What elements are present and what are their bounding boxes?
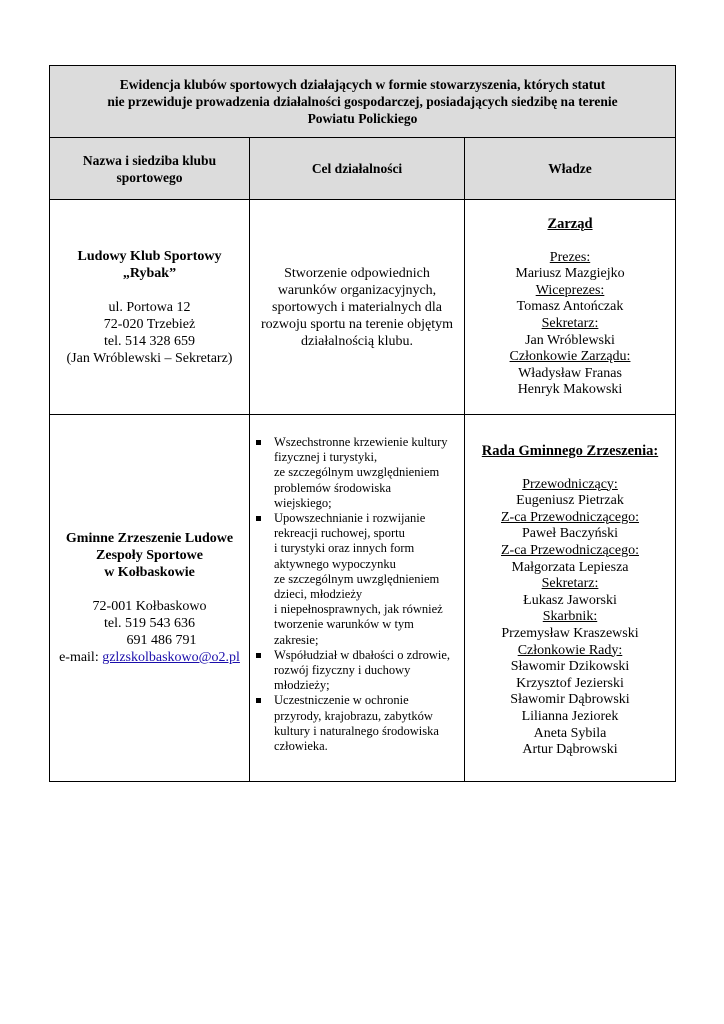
club-phone: tel. 519 543 636	[104, 616, 195, 631]
board-cell	[465, 200, 676, 415]
club-name: Zespoły Sportowe	[96, 548, 203, 563]
table-title	[50, 66, 676, 138]
board-member: Mariusz Mazgiejko	[515, 266, 625, 282]
table-row	[50, 200, 676, 415]
goal-item	[254, 511, 460, 648]
club-address-line: ul. Portowa 12	[108, 299, 191, 315]
club-name: w Kołbaskowie	[104, 565, 195, 580]
bullet-icon	[256, 516, 261, 521]
club-name: Ludowy Klub Sportowy	[77, 248, 222, 264]
goal-item	[254, 648, 460, 694]
goal-line: wiejskiego;	[274, 495, 332, 510]
club-name: Gminne Zrzeszenie Ludowe	[65, 531, 234, 546]
goals-list	[250, 415, 464, 754]
club-phone: 691 486 791	[126, 633, 197, 648]
goal-item	[254, 435, 460, 511]
email-label: e-mail:	[59, 650, 103, 665]
goal-line: tworzenie warunków w tym	[274, 617, 414, 632]
board-role: Przewodniczący:	[522, 476, 618, 492]
goal-line: człowieka.	[274, 739, 328, 754]
board-role: Członkowie Rady:	[517, 642, 623, 658]
board-role: Sekretarz:	[541, 576, 599, 592]
board-role: Prezes:	[549, 249, 591, 265]
goal-line: sportowych i materialnych dla	[272, 299, 442, 315]
goal-line: Uczestniczenie w ochronie	[274, 693, 409, 708]
header-club-name-line: Nazwa i siedziba klubu	[82, 152, 217, 168]
board-role: Sekretarz:	[541, 315, 599, 331]
club-phone: tel. 514 328 659	[104, 333, 195, 349]
board-member: Artur Dąbrowski	[522, 742, 618, 758]
club-contact: (Jan Wróblewski – Sekretarz)	[66, 350, 233, 366]
board-member: Henryk Makowski	[517, 382, 623, 398]
title-line: Ewidencja klubów sportowych działających w formie stowarzyszenia, których statut	[119, 77, 606, 92]
board-member: Przemysław Kraszewski	[501, 625, 639, 641]
board-member: Tomasz Antończak	[516, 299, 624, 315]
club-address-line: 72-001 Kołbaskowo	[92, 599, 207, 614]
board-member: Krzysztof Jezierski	[516, 675, 624, 691]
board-member: Sławomir Dąbrowski	[510, 692, 630, 708]
goal-line: zakresie;	[274, 632, 319, 647]
board-member: Łukasz Jaworski	[523, 592, 617, 608]
goal-line: warunków organizacyjnych,	[277, 282, 437, 298]
bullet-icon	[256, 653, 261, 658]
board-role: Członkowie Zarządu:	[509, 349, 631, 365]
board-role: Z-ca Przewodniczącego:	[501, 509, 639, 525]
clubs-registry-table	[49, 65, 676, 782]
club-name: „Rybak”	[122, 265, 177, 281]
goal-line: aktywnego wypoczynku	[274, 556, 396, 571]
club-info-cell	[50, 415, 250, 782]
header-authorities: Władze	[465, 138, 676, 200]
title-line: nie przewiduje prowadzenia działalności gospodarczej, posiadających siedzibę na terenie	[107, 94, 618, 109]
board-title: Zarząd	[547, 216, 593, 232]
bullet-icon	[256, 698, 261, 703]
goal-line: i turystyki oraz innych form	[274, 541, 415, 556]
goal-line: fizycznej i turystyki,	[274, 450, 378, 465]
board-role: Skarbnik:	[542, 609, 598, 625]
goal-line: ze szczególnym uwzględnieniem	[274, 571, 440, 586]
board-member: Władysław Franas	[518, 365, 622, 381]
goal-item	[254, 693, 460, 754]
goal-line: Stworzenie odpowiednich	[284, 265, 430, 281]
board-member: Lilianna Jeziorek	[521, 708, 619, 724]
goal-line: rekreacji ruchowej, sportu	[274, 526, 405, 541]
goal-line: przyrody, krajobrazu, zabytków	[274, 708, 433, 723]
header-goal: Cel działalności	[250, 138, 465, 200]
club-goal-cell	[250, 415, 465, 782]
goal-line: ze szczególnym uwzględnieniem	[274, 465, 440, 480]
goal-line: Upowszechnianie i rozwijanie	[274, 511, 426, 526]
club-info-cell	[50, 200, 250, 415]
table-row	[50, 415, 676, 782]
header-club-name	[50, 138, 250, 200]
board-member: Paweł Baczyński	[521, 526, 619, 542]
board-role: Z-ca Przewodniczącego:	[501, 542, 639, 558]
goal-line: działalnością klubu.	[301, 333, 413, 349]
title-line: Powiatu Polickiego	[307, 111, 418, 126]
email-link[interactable]: gzlzskolbaskowo@o2.pl	[102, 650, 240, 665]
goal-line: dzieci, młodzieży	[274, 587, 363, 602]
board-member: Sławomir Dzikowski	[510, 659, 630, 675]
header-club-name-line: sportowego	[116, 169, 183, 185]
goal-line: rozwoju sportu na terenie objętym	[260, 316, 454, 332]
board-member: Aneta Sybila	[533, 725, 607, 741]
goal-line: kultury i naturalnego środowiska	[274, 723, 439, 738]
board-member: Małgorzata Lepiesza	[511, 559, 629, 575]
board-member: Eugeniusz Pietrzak	[516, 493, 624, 509]
goal-line: Wszechstronne krzewienie kultury	[274, 435, 448, 449]
goal-line: i niepełnosprawnych, jak również	[274, 602, 443, 617]
goal-line: rozwój fizyczny i duchowy	[274, 663, 411, 678]
board-cell	[465, 415, 676, 782]
club-email-line	[50, 649, 249, 666]
club-address-line: 72-020 Trzebież	[103, 316, 196, 332]
board-title: Rada Gminnego Zrzeszenia:	[481, 443, 659, 459]
goal-line: problemów środowiska	[274, 480, 391, 495]
goal-line: młodzieży;	[274, 678, 330, 693]
bullet-icon	[256, 440, 261, 445]
goal-line: Współudział w dbałości o zdrowie,	[274, 647, 450, 662]
board-role: Wiceprezes:	[535, 282, 605, 298]
club-goal-cell	[250, 200, 465, 415]
board-member: Jan Wróblewski	[525, 332, 615, 348]
